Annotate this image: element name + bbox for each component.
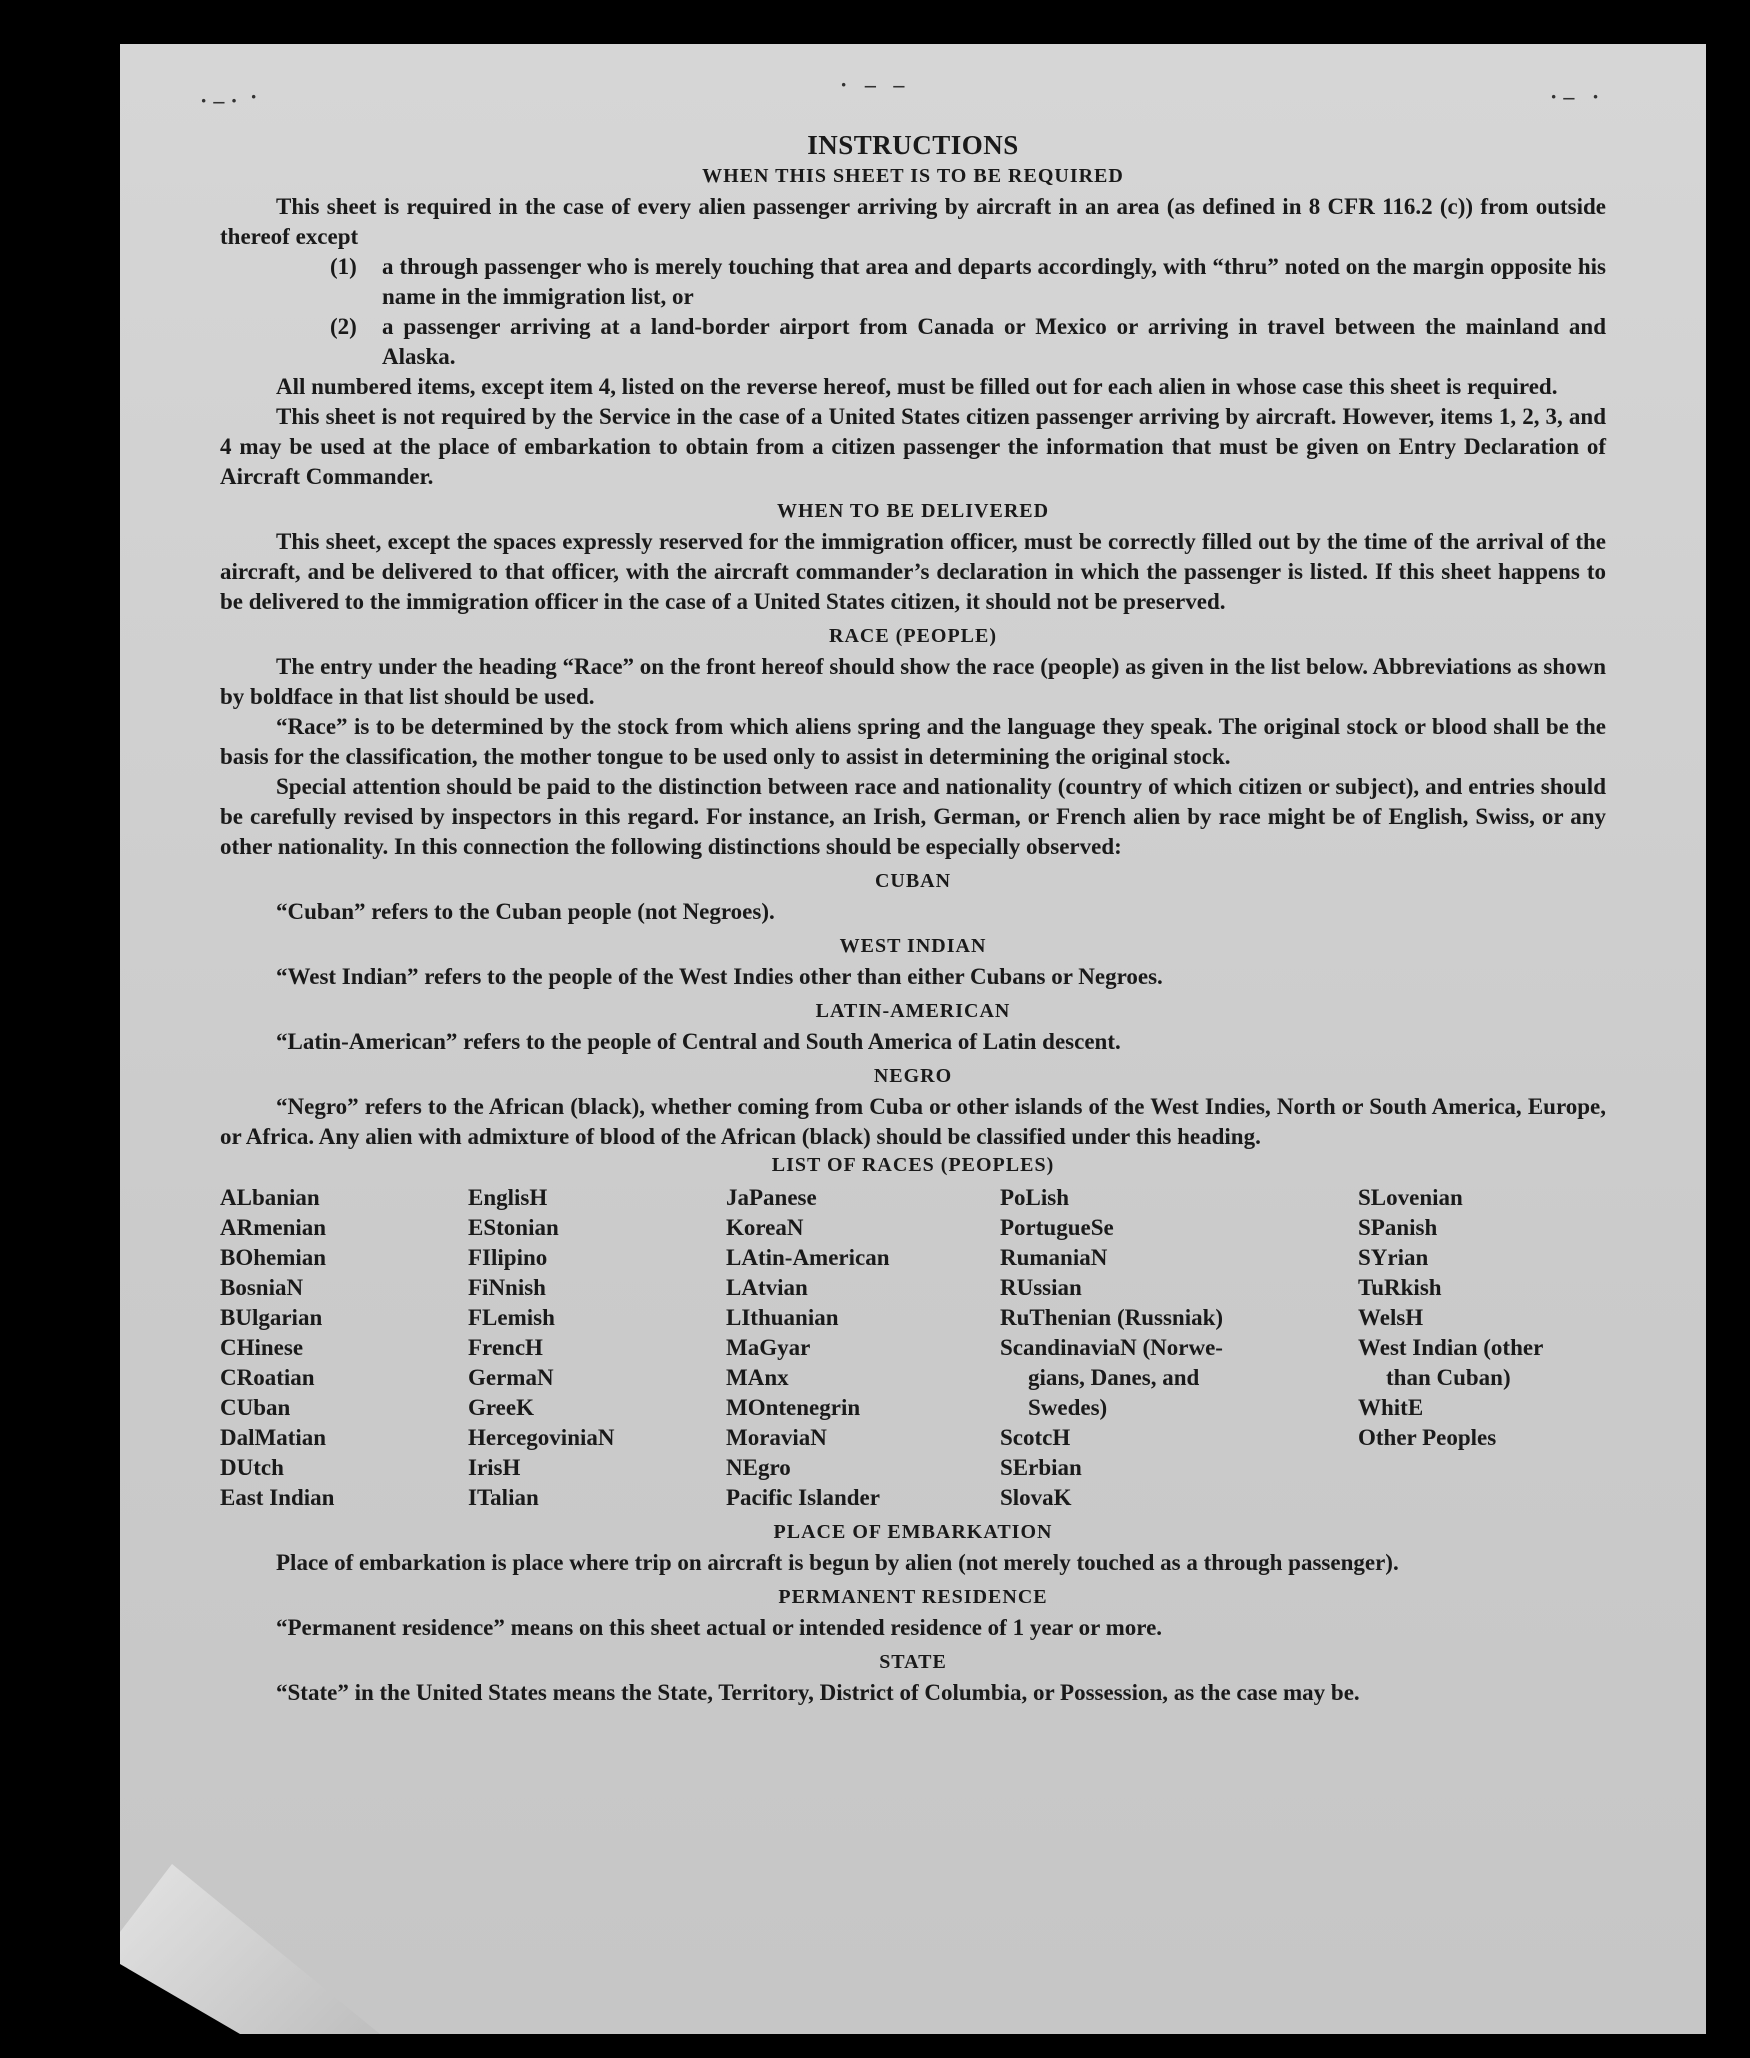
section-heading-latin-american: LATIN-AMERICAN: [815, 1000, 1011, 1022]
race-list: [220, 1183, 1606, 1513]
paragraph: Place of embarkation is place where trip on aircraft is begun by alien (not merely touched as a through passenger).: [276, 1550, 1399, 1575]
race-entry: FIlipino: [468, 1245, 548, 1270]
section-heading-state: STATE: [879, 1651, 947, 1673]
race-entry: CRoatian: [220, 1365, 315, 1390]
race-entry: JaPanese: [726, 1185, 817, 1210]
paragraph: Special attention should be paid to the distinction between race and nationality (country of which citizen or subject), and entries should be carefully revised by inspectors in this regard. For instance, an Irish, German, or French alien by race might be of English, Swiss, or any other nationality. In this connection the following distinctions should be especially observed:: [220, 774, 1606, 859]
race-column: [468, 1183, 726, 1513]
section-heading-when-delivered: WHEN TO BE DELIVERED: [776, 500, 1050, 522]
race-entry: SYrian: [1358, 1245, 1429, 1270]
paragraph: This sheet is not required by the Service in the case of a United States citizen passenger arriving by aircraft. However, items 1, 2, 3, and 4 may be used at the place of embarkation to obtain from a citizen passenger the information that must be given on Entry Declaration of Aircraft Commander.: [220, 404, 1606, 489]
race-entry: DUtch: [220, 1455, 284, 1480]
item-number: (1): [330, 254, 357, 279]
race-entry: SPanish: [1358, 1215, 1438, 1240]
race-entry: CUban: [220, 1395, 291, 1420]
race-entry: FLemish: [468, 1305, 555, 1330]
race-entry: MoraviaN: [726, 1425, 827, 1450]
race-entry: WhitE: [1358, 1395, 1424, 1420]
race-entry: RUssian: [1000, 1275, 1082, 1300]
race-entry: SlovaK: [1000, 1485, 1072, 1510]
section-heading-west-indian: WEST INDIAN: [839, 935, 987, 957]
race-entry: LIthuanian: [726, 1305, 839, 1330]
race-entry-continued: Swedes): [1028, 1395, 1108, 1420]
paragraph: “Permanent residence” means on this sheet actual or intended residence of 1 year or more.: [276, 1615, 1163, 1640]
paragraph: This sheet, except the spaces expressly reserved for the immigration officer, must be correctly filled out by the time of the arrival of the aircraft, and be delivered to that officer, with the aircraft commander’s declaration in which the passenger is listed. If this sheet happens to be delivered to the immigration officer in the case of a United States citizen, it should not be preserved.: [220, 529, 1606, 614]
race-entry: LAtvian: [726, 1275, 808, 1300]
section-heading-residence: PERMANENT RESIDENCE: [778, 1586, 1048, 1608]
race-entry: FrencH: [468, 1335, 543, 1360]
race-entry: Other Peoples: [1358, 1425, 1497, 1450]
paragraph: This sheet is required in the case of every alien passenger arriving by aircraft in an area (as defined in 8 CFR 116.2 (c)) from outside thereof except: [220, 194, 1606, 249]
race-entry: RuThenian (Russniak): [1000, 1305, 1224, 1330]
race-column: [220, 1183, 468, 1513]
race-entry-continued: gians, Danes, and: [1028, 1365, 1200, 1390]
paragraph: “Latin-American” refers to the people of Central and South America of Latin descent.: [276, 1029, 1121, 1054]
race-entry: East Indian: [220, 1485, 335, 1510]
section-heading-when-required: WHEN THIS SHEET IS TO BE REQUIRED: [702, 165, 1124, 187]
race-entry: WelsH: [1358, 1305, 1424, 1330]
paragraph: “Negro” refers to the African (black), whether coming from Cuba or other islands of the West Indies, North or South America, Europe, or Africa. Any alien with admixture of blood of the African (black) should be classified under this heading.: [220, 1094, 1606, 1149]
race-entry: ARmenian: [220, 1215, 327, 1240]
scan-mark: ·‒·: [200, 88, 244, 113]
race-entry: PortugueSe: [1000, 1215, 1114, 1240]
race-entry-continued: than Cuban): [1386, 1365, 1511, 1390]
section-heading-cuban: CUBAN: [874, 870, 952, 892]
paragraph: “Race” is to be determined by the stock from which aliens spring and the language they speak. The original stock or blood shall be the basis for the classification, the mother tongue to be used only to assist in determining the original stock.: [220, 714, 1606, 769]
numbered-item: [330, 312, 1606, 372]
race-entry: EStonian: [468, 1215, 559, 1240]
paragraph: “West Indian” refers to the people of the West Indies other than either Cubans or Negroes.: [276, 964, 1163, 989]
race-entry: LAtin-American: [726, 1245, 890, 1270]
page-title: INSTRUCTIONS: [807, 130, 1019, 160]
instructions-content: [220, 130, 1606, 1708]
race-entry: ITalian: [468, 1485, 539, 1510]
race-entry: ScotcH: [1000, 1425, 1071, 1450]
race-entry: BOhemian: [220, 1245, 327, 1270]
race-entry: RumaniaN: [1000, 1245, 1108, 1270]
race-entry: SErbian: [1000, 1455, 1082, 1480]
document-page: [120, 44, 1706, 2034]
item-number: (2): [330, 314, 357, 339]
scan-mark: · ‒ ‒: [840, 72, 911, 97]
race-entry: GermaN: [468, 1365, 554, 1390]
race-entry: BUlgarian: [220, 1305, 323, 1330]
section-heading-race: RACE (PEOPLE): [829, 625, 997, 647]
race-entry: EnglisH: [468, 1185, 548, 1210]
race-entry: DalMatian: [220, 1425, 327, 1450]
race-entry: IrisH: [468, 1455, 521, 1480]
section-heading-list-of-races: LIST OF RACES (PEOPLES): [771, 1154, 1055, 1176]
race-entry: HercegoviniaN: [468, 1425, 615, 1450]
item-text: a passenger arriving at a land-border airport from Canada or Mexico or arriving in travel between the mainland and Alaska.: [382, 314, 1606, 369]
paragraph: “State” in the United States means the State, Territory, District of Columbia, or Possession, as the case may be.: [276, 1680, 1360, 1705]
paragraph: The entry under the heading “Race” on the front hereof should show the race (people) as given in the list below. Abbreviations as shown by boldface in that list should be used.: [220, 654, 1606, 709]
race-entry: BosniaN: [220, 1275, 304, 1300]
race-entry: CHinese: [220, 1335, 304, 1360]
race-entry: ALbanian: [220, 1185, 320, 1210]
race-entry: West Indian (other: [1358, 1335, 1544, 1360]
race-entry: KoreaN: [726, 1215, 804, 1240]
section-heading-embarkation: PLACE OF EMBARKATION: [773, 1521, 1053, 1543]
scan-mark: ·: [250, 84, 264, 109]
race-entry: Pacific Islander: [726, 1485, 880, 1510]
race-entry: MAnx: [726, 1365, 789, 1390]
race-entry: MOntenegrin: [726, 1395, 861, 1420]
paragraph: All numbered items, except item 4, listed on the reverse hereof, must be filled out for each alien in whose case this sheet is required.: [276, 374, 1558, 399]
numbered-item: [330, 252, 1606, 312]
race-column: [1000, 1183, 1358, 1513]
race-entry: TuRkish: [1358, 1275, 1442, 1300]
race-column: [1358, 1183, 1606, 1513]
race-entry: PoLish: [1000, 1185, 1070, 1210]
race-entry: GreeK: [468, 1395, 534, 1420]
race-entry: FiNnish: [468, 1275, 546, 1300]
race-entry: ScandinaviaN (Norwe-: [1000, 1335, 1223, 1360]
race-entry: NEgro: [726, 1455, 791, 1480]
section-heading-negro: NEGRO: [873, 1065, 953, 1087]
race-entry: SLovenian: [1358, 1185, 1463, 1210]
race-column: [726, 1183, 1000, 1513]
item-text: a through passenger who is merely touching that area and departs accordingly, with “thru” noted on the margin opposite his name in the immigration list, or: [382, 254, 1606, 309]
race-entry: MaGyar: [726, 1335, 811, 1360]
scan-mark: ·‒ ·: [1550, 84, 1606, 109]
paragraph: “Cuban” refers to the Cuban people (not Negroes).: [276, 899, 775, 924]
